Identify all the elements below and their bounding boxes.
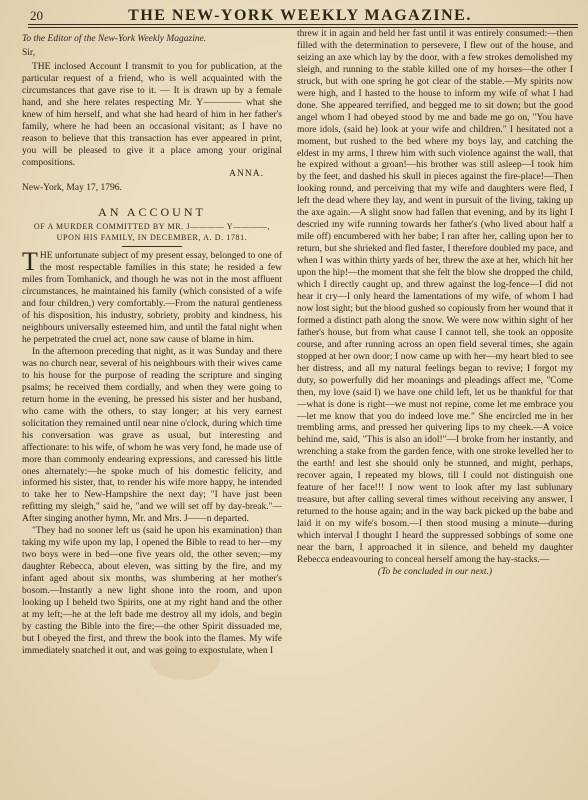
drop-cap: T	[22, 247, 38, 277]
letter-signature: ANNA.	[229, 169, 264, 180]
right-column	[297, 29, 573, 579]
account-subtitle: OF A MURDER COMMITTED BY MR. J———— Y————, UPON HIS FAMILY, IN DECEMBER, A. D. 1781.	[33, 222, 271, 242]
account-paragraph: threw it in again and held her fast until it was entirely consumed:—then filled with the determination to persevere, I flew out of the house, and seizing an axe which lay by the door, with a few strokes demolished my sleigh, and running to the stable killed one of my horses—the other I struck, but with one spring he got clear of the stable.—My spirits now were high, and I hasted to the house to inform my wife of what I had done. She appeared terrified, and begged me to sit down; but the good angel whom I had obeyed stood by me and bade me go on, "You have more idols, (said he) look at your wife and children." I hesitated not a moment, but rushed to the bed where my boys lay, and catching the eldest in my arms, I threw him with such violence against the wall, that he expired without a groan!—his brother was still asleep—I took him by the feet, and dashed his skull in pieces against the fire-place!—Then looking round, and perceiving that my wife and daughters were fled, I left the dead where they lay, and went in pursuit of the living, taking up the axe again.—A slight snow had fallen that evening, and by its light I descried my wife running towards her father's (who lived about half a mile off) encumbered with her babe; I ran after her, calling upon her to return, but she shrieked and fled faster, I therefore doubled my pace, and when I was within thirty yards of her, threw the axe at her, which hit her upon the hip!—the moment that she felt the blow she dropped the child, which I directly caught up, and threw against the log-fence—I did not hear it cry—I only heard the lamentations of my wife, of whom I had now lost sight; but the blood gushed so copiously from her wound that it formed a distinct path along the snow. We were now within sight of her father's house, but from what cause I cannot tell, she took an opposite course, and after running across an open field several times, she again stopped at her own door; I now came up with her—my heart bled to see her distress, and all my natural feelings began to revive; I forgot my duty, so powerfully did her moanings and pleadings affect me, "Come then, my love (said I) we have one child left, let us be thankful for that—what is done is right—we must not repine, come let me embrace you—let me know that you do indeed love me." She encircled me in her trembling arms, and pressed her quivering lips to my cheek.—A voice behind me, said, "This is also an idol!"—I broke from her instantly, and wrenching a stake from the garden fence, with one stroke levelled her to the earth! and lest she should only be stunned, and might, perhaps, recover again, I repeated my blows, till I could not distinguish one feature of her face!!! I now went to look after my last sublunary treasure, but after calling several times without receiving any answer, I returned to the house again; and in the way back picked up the babe and laid it on my wife's bosom.—I then stood musing a minute—during which interval I thought I heard the suppressed sobbings of some one near the barn, I approached it in silence, and beheld my daughter Rebecca endeavouring to conceal herself among the hay-stacks.—	[297, 29, 573, 565]
magazine-title: THE NEW-YORK WEEKLY MAGAZINE.	[128, 7, 472, 24]
page-number: 20	[30, 8, 43, 23]
header-rule	[28, 24, 578, 28]
account-paragraph	[22, 247, 282, 347]
account-paragraph: In the afternoon preceding that night, as it was Sunday and there was no church near, several of his neighbours with their wives came to his house for the purpose of reading the scripture and singing psalms; he received them cordially, and when they were going to return home in the evening, he pressed his sister and her husband, who came with the others, to stay longer; at his very earnest solicitation they remained until near nine o'clock, during which time his conversation was grave as usual, but interesting and affectionate: to his wife, of whom he was very fond, he made use of more than commonly endearing expressions, and caressed his little ones alternately:—he spoke much of his domestic felicity, and informed his sister, that, to render his wife more happy, he intended to take her to New-Hampshire the next day; "I have just been refitting my sleigh," said he, "and we will set off by day-break."—After singing another hymn, Mr. and Mrs. J——n departed.	[22, 346, 282, 525]
letter-body: THE inclosed Account I transmit to you for publication, at the particular request of a friend, who is well acquainted with the circumstances that gave rise to it. — It is drawn up by a female hand, and she here relates respecting Mr. Y———— what she knew of him herself, and what she had heard of him in her father's family, where he had been an occasional visitant; as I have no reason to believe that this transaction has ever appeared in print, you will be pleased to give it a place among your original compositions.	[22, 61, 282, 168]
editor-address: To the Editor of the New-York Weekly Magazine.	[22, 34, 207, 44]
account-paragraph: "They had no sooner left us (said he upon his examination) than taking my wife upon my lap, I opened the Bible to read to her—my two boys were in bed—one five years old, the other seven;—my daughter Rebecca, about eleven, was sitting by the fire, and my infant aged about six months, was slumbering at her mother's bosom.—Instantly a new light shone into the room, and upon looking up I beheld two Spirits, one at my right hand and the other at my left;—he at the left bade me destroy all my idols, and begin by casting the Bible into the fire;—the other Spirit dissuaded me, but I obeyed the first, and threw the book into the flames. My wife immediately snatched it out, and was going to expostulate, when I	[22, 526, 282, 656]
account-title: AN ACCOUNT	[98, 205, 206, 220]
letter-dateline: New-York, May 17, 1796.	[22, 183, 122, 194]
continuation-note: (To be concluded in our next.)	[377, 566, 493, 577]
left-column	[22, 34, 282, 658]
title-rule	[122, 246, 182, 247]
paragraph-text: HE unfortunate subject of my present essay, belonged to one of the most respectable families in this state; he resided a few miles from Tomhanick, and though he was not in the most affluent circumstances, he maintained his family (which consisted of a wife and four children,) very comfortably.—From the natural gentleness of his disposition, his industry, sobriety, probity and kindness, his neighbours universally esteemed him, and until the fatal night when he perpetrated the cruel act, none saw cause of blame in him.	[22, 251, 282, 346]
salutation: Sir,	[22, 47, 36, 58]
